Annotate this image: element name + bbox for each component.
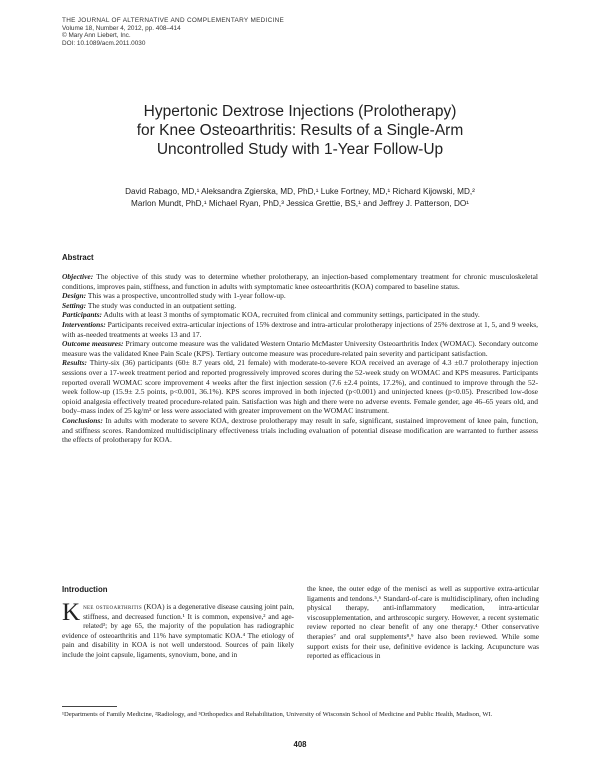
journal-copyright: © Mary Ann Liebert, Inc. (62, 32, 131, 40)
outcome-text: Primary outcome measure was the validated Western Ontario McMaster University Osteoarthritis Index (WOMAC). Secondary outcome measure was the validated Knee Pain Scale (KPS). Tertiary outcome measure was procedure-related pain severity and participant satisfaction. (62, 339, 538, 358)
affiliation-footnote: ¹Departments of Family Medicine, ²Radiology, and ³Orthopedics and Rehabilitation, University of Wisconsin School of Medicine and Public Health, Madison, WI. (62, 711, 493, 718)
participants-label: Participants: (62, 310, 103, 320)
page-number: 408 (293, 740, 307, 749)
introduction-right-column (307, 584, 539, 661)
introduction-left-column (62, 599, 294, 660)
journal-name: THE JOURNAL OF ALTERNATIVE AND COMPLEMENTARY MEDICINE (62, 17, 285, 24)
outcome-label: Outcome measures: (62, 339, 124, 349)
intro-right-text: the knee, the outer edge of the menisci as well as supportive extra-articular ligaments and tendons.⁵,⁶ Standard-of-care is multidisciplinary, often including physical therapy, anti-inflammatory medication, intra-articular viscosupplementation, and arthroscopic surgery. However, a recent systematic review reported no clear benefit of any one therapy.⁴ Other conservative therapies⁷ and oral supplements⁸,⁹ have also been reviewed. While some support exists for their use, definitive evidence is lacking. Acupuncture was reported as efficacious in (307, 584, 539, 661)
title-line-1: Hypertonic Dextrose Injections (Prolotherapy) (143, 103, 457, 120)
abstract-interventions (62, 320, 538, 339)
objective-text: The objective of this study was to determine whether prolotherapy, an injection-based complementary treatment for chronic musculoskeletal conditions, improves pain, stiffness, and function in adults with symptomatic knee osteoarthritis (KOA) compared to baseline status. (62, 272, 538, 291)
abstract-heading: Abstract (62, 253, 94, 262)
authors-line-2: Marlon Mundt, PhD,¹ Michael Ryan, PhD,³ Jessica Grettie, BS,¹ and Jeffrey J. Patterson, DO¹ (131, 199, 469, 208)
abstract-objective (62, 272, 538, 291)
abstract-results (62, 358, 538, 416)
title-line-3: Uncontrolled Study with 1-Year Follow-Up (156, 141, 444, 158)
intro-lead-smallcaps: nee osteoarthritis (83, 602, 142, 611)
conclusions-label: Conclusions: (62, 415, 103, 425)
introduction-heading: Introduction (62, 585, 108, 594)
design-text: This was a prospective, uncontrolled study with 1-year follow-up. (87, 291, 286, 301)
abstract-design (62, 291, 538, 301)
interventions-text: Participants received extra-articular injections of 15% dextrose and intra-articular prolotherapy injections of 25% dextrose at 1, 5, and 9 weeks, with as-needed treatments at weeks 13 and 17. (62, 319, 539, 339)
journal-volume: Volume 18, Number 4, 2012, pp. 408–414 (62, 24, 181, 32)
abstract-participants (62, 310, 538, 320)
objective-label: Objective: (62, 272, 94, 281)
abstract-outcome-measures (62, 339, 538, 358)
footnote-divider (62, 706, 117, 707)
abstract-conclusions (62, 416, 538, 445)
authors-line-1: David Rabago, MD,¹ Aleksandra Zgierska, MD, PhD,¹ Luke Fortney, MD,¹ Richard Kijowski, MD,² (125, 187, 475, 196)
journal-doi: DOI: 10.1089/acm.2011.0030 (62, 39, 146, 47)
drop-cap: K (62, 599, 81, 626)
participants-text: Adults with at least 3 months of symptomatic KOA, recruited from clinical and community settings, participated in the study. (103, 310, 480, 320)
author-list (80, 186, 520, 210)
results-text: Thirty-six (36) participants (60± 8.7 years old, 21 female) with moderate-to-severe KOA received an average of 4.3 ±0.7 prolotherapy injection sessions over a 17-week treatment period and reported progressively improved scores during the 52-week study on WOMAC and KPS measures. Participants reported overall WOMAC score improvement 4 weeks after the first injection session (7.6 ±2.4 points, 17.2%), and continued to improve through the 52-week follow-up (15.9± 2.5 points, p<0.001, 36.1%). KPS scores improved in both injected (p<0.001) and uninjected knees (p<0.05). Prescribed low-dose opioid analgesia effectively treated procedure-related pain. Satisfaction was high and there were no adverse events. Female gender, age 46–65 years old, and body–mass index of 25 kg/m² or less were associated with greater improvement on the WOMAC instrument. (62, 358, 538, 416)
abstract-setting (62, 301, 538, 311)
article-title (70, 102, 530, 159)
journal-header (62, 17, 462, 47)
setting-label: Setting: (62, 300, 87, 310)
title-line-2: for Knee Osteoarthritis: Results of a Single-Arm (136, 122, 464, 139)
interventions-label: Interventions: (62, 319, 106, 329)
conclusions-text: In adults with moderate to severe KOA, dextrose prolotherapy may result in safe, significant, sustained improvement of knee pain, function, and stiffness scores. Randomized multidisciplinary effectiveness trials including evaluation of potential disease modification are warranted to further assess the effects of prolotherapy for KOA. (62, 415, 539, 445)
results-label: Results: (62, 358, 88, 368)
abstract-body (62, 272, 538, 445)
intro-left-text: (KOA) is a degenerative disease causing joint pain, stiffness, and decreased function.¹ It is common, expensive,² and age-related³; by age 65, the majority of the population has radiographic evidence of osteoarthritis and 11% have symptomatic KOA.⁴ The etiology of pain and disability in KOA is not well understood. Sources of pain likely include the joint capsule, ligaments, synovium, bone, and in (62, 602, 294, 659)
setting-text: The study was conducted in an outpatient setting. (87, 300, 237, 310)
design-label: Design: (62, 291, 87, 301)
